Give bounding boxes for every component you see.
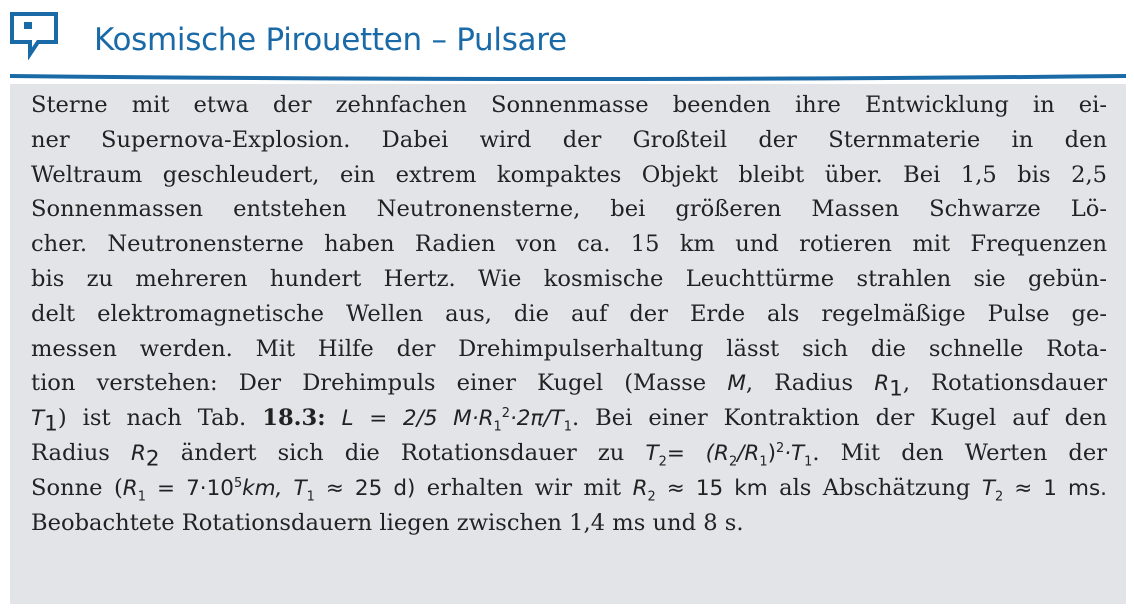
text-line: $T_1$) ist nach Tab. 18.3: L = 2/5 $M\cdot R_1^2\cdot 2\pi/T_1$. Bei einer Kontraktion der Kugel auf den (31, 405, 1108, 437)
text-line: cher. Neutronensterne haben Radien von ca. 15 km und rotieren mit Frequenzen (31, 231, 1107, 258)
page-title: Kosmische Pirouetten – Pulsare (94, 22, 567, 58)
header (0, 0, 1134, 76)
text-line: delt elektromagnetische Wellen aus, die auf der Erde als regelmäßige Pulse ge- (31, 300, 1107, 327)
text-line: tion verstehen: Der Drehimpuls einer Kugel (Masse M, Radius $R_1$, Rotationsdauer (31, 370, 1108, 402)
formula: $T_2= (R_2/R_1)^2\cdot T_1$ (645, 440, 813, 470)
formula: $R_2 \approx 15$ km (632, 475, 768, 505)
text-line: Sterne mit etwa der zehnfachen Sonnenmasse beenden ihre Entwicklung in ei- (31, 92, 1107, 118)
text-line: ner Supernova-Explosion. Dabei wird der Großteil der Sternmaterie in den (31, 126, 1107, 153)
formula: L = 2/5 $M\cdot R_1^2\cdot 2\pi/T_1$ (341, 406, 572, 435)
text-line: Sonne ($R_1 = 7\cdot 10^5km$, $T_1 \approx 25$ d) erhalten wir mit $R_2 \approx 15$ km als Abschätzung $T_2 \approx 1$ ms. (31, 474, 1108, 505)
header-rule (10, 73, 1126, 82)
text-line: messen werden. Mit Hilfe der Drehimpulserhaltung lässt sich die schnelle Rota- (31, 335, 1107, 362)
formula: $T_2 \approx 1$ ms. (981, 475, 1108, 505)
formula: $R_1 = 7\cdot 10^5km$, $T_1 \approx 25$ d) (122, 475, 416, 505)
speech-bubble-icon (8, 10, 60, 60)
text-line: Weltraum geschleudert, ein extrem kompaktes Objekt bleibt über. Bei 1,5 bis 2,5 (31, 161, 1107, 188)
text-line: Beobachtete Rotationsdauern liegen zwischen 1,4 ms und 8 s. (31, 509, 744, 536)
table-reference: 18.3 (262, 405, 318, 432)
text-line: bis zu mehreren hundert Hertz. Wie kosmische Leuchttürme strahlen sie gebün- (31, 265, 1107, 292)
text-line: Radius $R_2$ ändert sich die Rotationsdauer zu $T_2= (R_2/R_1)^2\cdot T_1$. Mit den Werten der (31, 439, 1107, 472)
body-text (31, 88, 1107, 540)
text-line: Sonnenmassen entstehen Neutronensterne, bei größeren Massen Schwarze Lö- (31, 196, 1107, 223)
